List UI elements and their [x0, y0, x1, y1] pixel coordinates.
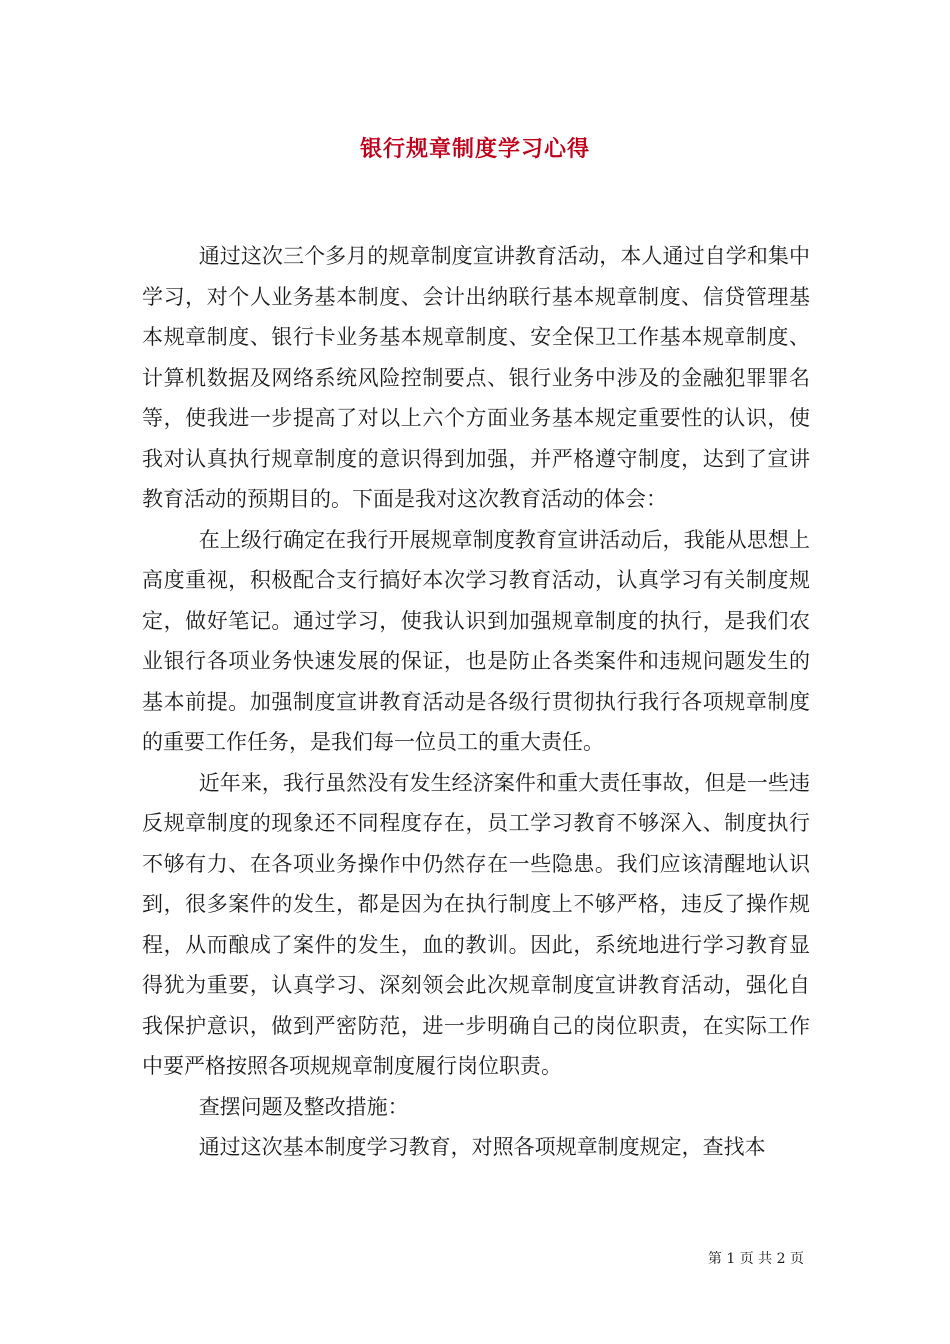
document-title: 银行规章制度学习心得 — [359, 136, 590, 162]
paragraph: 通过这次基本制度学习教育，对照各项规章制度规定，查找本 — [198, 1135, 766, 1159]
paragraph: 在上级行确定在我行开展规章制度教育宣讲活动后，我能从思想上高度重视，积极配合支行搞好本次学习教育活动，认真学习有关制度规定，做好笔记。通过学习，使我认识到加强规章制度的执行，是我们农业银行各项业务快速发展的保证，也是防止各类案件和违规问题发生的基本前提。加强制度宣讲教育活动是各级行贯彻执行我行各项规章制度的重要工作任务，是我们每一位员工的重大责任。 — [142, 527, 810, 754]
paragraph: 查摆问题及整改措施： — [198, 1094, 409, 1119]
page-number: 第 1 页 共 2 页 — [707, 1251, 804, 1267]
paragraph: 通过这次三个多月的规章制度宣讲教育活动，本人通过自学和集中学习，对个人业务基本制度、会计出纳联行基本规章制度、信贷管理基本规章制度、银行卡业务基本规章制度、安全保卫工作基本规章制度、计算机数据及网络系统风险控制要点、银行业务中涉及的金融犯罪罪名等，使我进一步提高了对以上六个方面业务基本规定重要性的认识，使我对认真执行规章制度的意识得到加强，并严格遵守制度，达到了宣讲教育活动的预期目的。下面是我对这次教育活动的体会： — [142, 244, 810, 511]
document-body — [142, 236, 810, 1168]
paragraph: 近年来，我行虽然没有发生经济案件和重大责任事故，但是一些违反规章制度的现象还不同程度存在，员工学习教育不够深入、制度执行不够有力、在各项业务操作中仍然存在一些隐患。我们应该清醒地认识到，很多案件的发生，都是因为在执行制度上不够严格，违反了操作规程，从而酿成了案件的发生，血的教训。因此，系统地进行学习教育显得犹为重要，认真学习、深刻领会此次规章制度宣讲教育活动，强化自我保护意识，做到严密防范，进一步明确自己的岗位职责，在实际工作中要严格按照各项规规章制度履行岗位职责。 — [142, 770, 810, 1078]
